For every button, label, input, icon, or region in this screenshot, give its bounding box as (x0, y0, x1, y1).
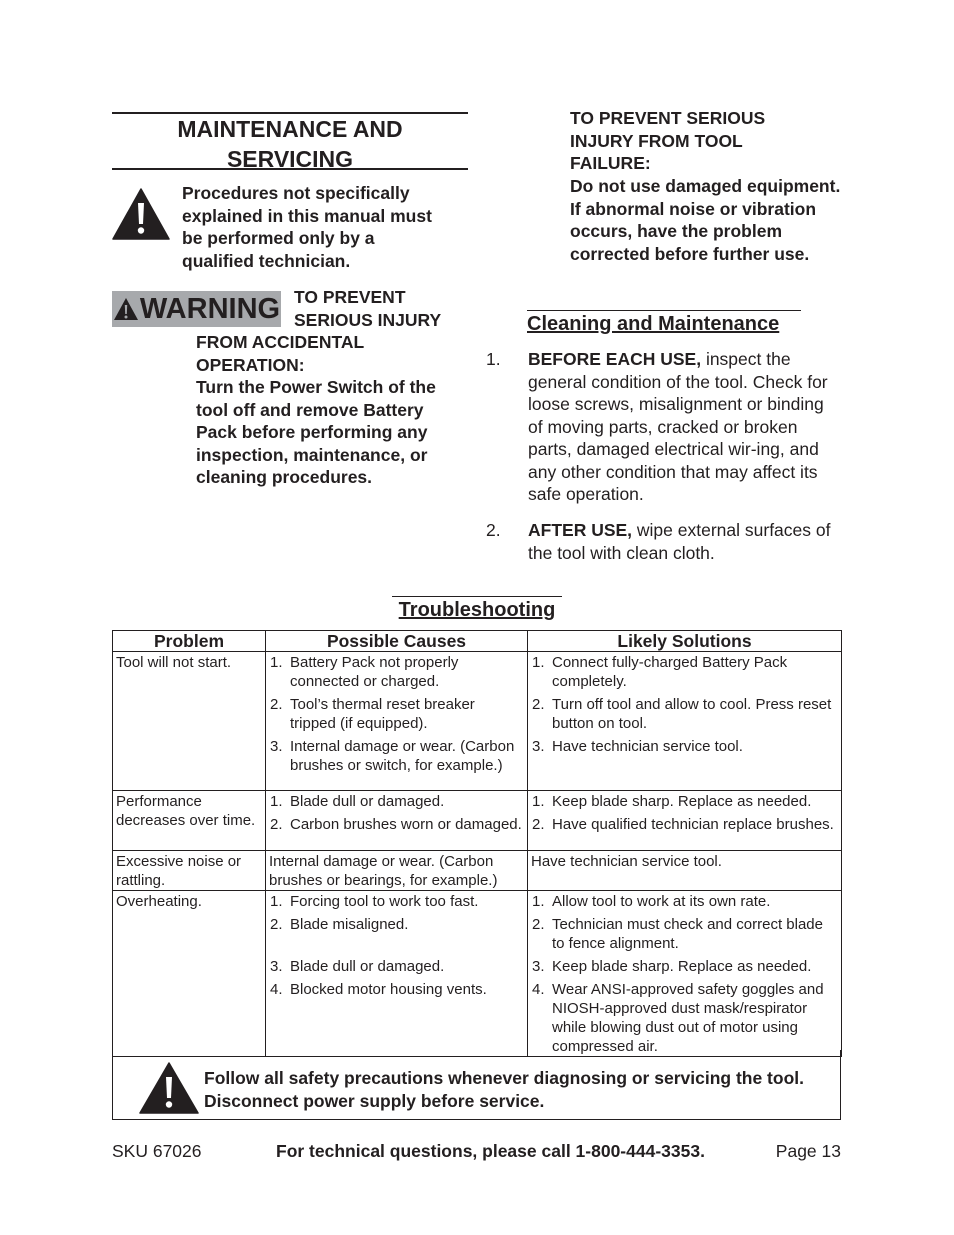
list-item: 3. Keep blade sharp. Replace as needed. (532, 958, 812, 975)
list-item: 2. Carbon brushes worn or damaged. (270, 816, 522, 833)
item-text: inspect the general condition of the tool. Check for loose screws, misalignment or binding of moving parts, cracked or broken parts, damaged electrical wir-ing, and any other condition that may affect its safe operation. (528, 349, 828, 504)
warning-heading-line: TO PREVENT (294, 287, 406, 307)
list-item: 4. Blocked motor housing vents. (270, 981, 487, 998)
tool-failure-heading: TO PREVENT SERIOUS INJURY FROM TOOL FAILURE: (570, 108, 766, 173)
item-lead: AFTER USE, (528, 520, 633, 540)
causes-cell: Internal damage or wear. (Carbon brushes or bearings, for example.) (266, 851, 528, 891)
warning-label (112, 291, 281, 327)
list-item: 1. Connect fully-charged Battery Pack completely. (532, 654, 788, 690)
item-text: wipe external surfaces of the tool with clean cloth. (528, 520, 831, 563)
column-header-causes: Possible Causes (266, 631, 528, 652)
table-row (113, 791, 842, 851)
section-title-line1: MAINTENANCE AND (177, 116, 403, 142)
item-lead: BEFORE EACH USE, (528, 349, 702, 369)
cleaning-item (486, 348, 846, 508)
item-body (528, 519, 840, 564)
footer-sku: SKU 67026 (112, 1141, 202, 1161)
footer-phone: For technical questions, please call 1-800-444-3353. (276, 1141, 705, 1161)
table-row (113, 891, 842, 1057)
solutions-cell (528, 891, 842, 1057)
causes-cell (266, 891, 528, 1057)
problem-cell: Excessive noise or rattling. (113, 851, 266, 891)
causes-cell (266, 791, 528, 851)
cleaning-item (486, 519, 846, 569)
warning-triangle-icon (139, 1062, 199, 1114)
list-item: 2. Technician must check and correct blade to fence alignment. (532, 916, 823, 952)
list-item: 1. Keep blade sharp. Replace as needed. (532, 793, 812, 810)
section-title-line2: SERVICING (226, 146, 354, 172)
list-item: 3. Blade dull or damaged. (270, 958, 445, 975)
list-item: 1. Battery Pack not properly connected or charged. (270, 654, 459, 690)
cleaning-heading: Cleaning and Maintenance (527, 310, 801, 337)
table-header-row (113, 631, 842, 652)
troubleshooting-table (112, 630, 842, 1057)
warning-triangle-icon (112, 188, 170, 240)
warning-triangle-icon (113, 297, 139, 321)
column-header-problem: Problem (113, 631, 266, 652)
column-header-solutions: Likely Solutions (528, 631, 842, 652)
list-item: 2. Have qualified technician replace brushes. (532, 816, 834, 833)
tool-failure-body: Do not use damaged equipment. If abnormal noise or vibration occurs, have the problem corrected before further use. (570, 176, 841, 264)
warning-heading-line: FROM ACCIDENTAL (196, 332, 365, 352)
troubleshooting-heading: Troubleshooting (392, 596, 562, 623)
warning-body: Turn the Power Switch of the tool off and remove Battery Pack before performing any inspection, maintenance, or cleaning procedures. (196, 377, 436, 487)
table-row (113, 652, 842, 791)
notice-qualified-technician: Procedures not specifically explained in this manual must be performed only by a qualified technician. (182, 183, 432, 271)
solutions-cell (528, 791, 842, 851)
problem-cell: Overheating. (113, 891, 266, 1057)
list-item: 4. Wear ANSI-approved safety goggles and NIOSH-approved dust mask/respirator while blowing dust out of motor using compressed air. (532, 981, 824, 1055)
warning-heading-line: OPERATION: (196, 354, 305, 375)
list-item: 2. Turn off tool and allow to cool. Press reset button on tool. (532, 696, 832, 732)
safety-precautions-text: Follow all safety precautions whenever diagnosing or servicing the tool. Disconnect power supply before service. (204, 1068, 804, 1111)
item-number: 1. (486, 349, 501, 369)
solutions-cell: Have technician service tool. (528, 851, 842, 891)
causes-cell (266, 652, 528, 791)
list-item: 1. Blade dull or damaged. (270, 793, 445, 810)
list-item: 1. Forcing tool to work too fast. (270, 893, 479, 910)
solutions-cell (528, 652, 842, 791)
warning-block (196, 331, 468, 489)
list-item: 1. Allow tool to work at its own rate. (532, 893, 771, 910)
list-item: 2. Tool’s thermal reset breaker tripped (if equipped). (270, 696, 475, 732)
warning-heading-line: SERIOUS INJURY (294, 309, 442, 330)
section-title (112, 112, 468, 170)
footer-page-number: Page 13 (775, 1141, 841, 1161)
warning-word: WARNING (139, 292, 281, 325)
list-item: 3. Have technician service tool. (532, 738, 743, 755)
list-item: 2. Blade misaligned. (270, 916, 409, 933)
problem-cell: Performance decreases over time. (113, 791, 266, 851)
problem-cell: Tool will not start. (113, 652, 266, 791)
warning-heading-top (294, 286, 474, 331)
table-row (113, 851, 842, 891)
list-item: 3. Internal damage or wear. (Carbon brushes or switch, for example.) (270, 738, 515, 774)
item-body (528, 348, 840, 506)
item-number: 2. (486, 520, 501, 540)
